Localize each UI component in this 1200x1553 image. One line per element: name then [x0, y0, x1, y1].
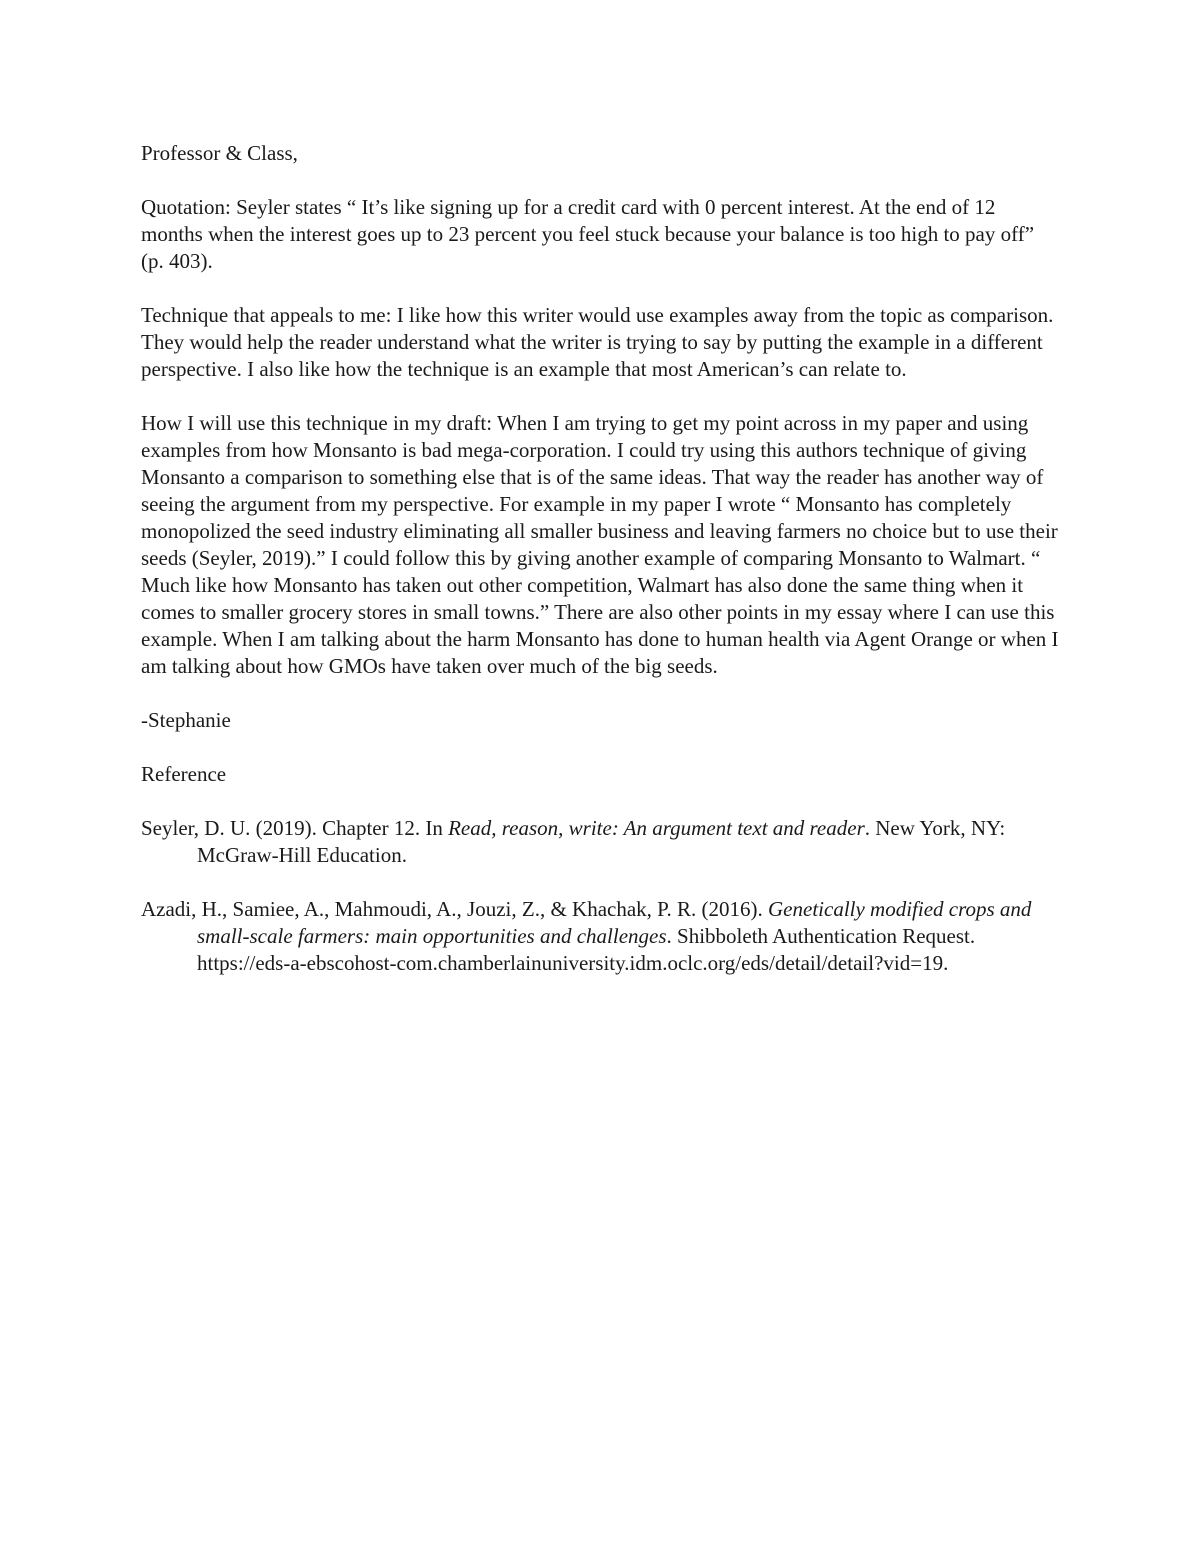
quotation-paragraph: Quotation: Seyler states “ It’s like signing up for a credit card with 0 percent interest. At the end of 12 months when the interest goes up to 23 percent you feel stuck because your balance is too high to pay off” (p. 403).: [141, 195, 1035, 273]
usage-paragraph: How I will use this technique in my draft: When I am trying to get my point across in my paper and using examples from how Monsanto is bad mega-corporation. I could try using this authors technique of giving Monsanto a comparison to something else that is of the same ideas. That way the reader has another way of seeing the argument from my perspective. For example in my paper I wrote “ Monsanto has completely monopolized the seed industry eliminating all smaller business and leaving farmers no choice but to use their seeds (Seyler, 2019).” I could follow this by giving another example of comparing Monsanto to Walmart. “ Much like how Monsanto has taken out other competition, Walmart has also done the same thing when it comes to smaller grocery stores in small towns.” There are also other points in my essay where I can use this example. When I am talking about the harm Monsanto has done to human health via Agent Orange or when I am talking about how GMOs have taken over much of the big seeds.: [141, 411, 1059, 678]
reference-text: Seyler, D. U. (2019). Chapter 12. In: [141, 816, 449, 840]
reference-heading: Reference: [141, 762, 227, 786]
document-page: [141, 140, 1061, 1004]
reference-text: . Shibboleth Authentication Request. https://eds-a-ebscohost-com.chamberlainuniversity.idm.oclc.org/eds/detail/detail?vid=19.: [197, 924, 976, 975]
reference-entry-azadi: [141, 896, 1061, 977]
salutation: Professor & Class,: [141, 141, 298, 165]
reference-title: Genetically modified crops and small-scale farmers: main opportunities and challenges: [197, 897, 1032, 948]
reference-text: . New York, NY: McGraw-Hill Education.: [197, 816, 1006, 867]
technique-paragraph: Technique that appeals to me: I like how this writer would use examples away from the topic as comparison. They would help the reader understand what the writer is trying to say by putting the example in a different perspective. I also like how the technique is an example that most American’s can relate to.: [141, 303, 1054, 381]
signature: -Stephanie: [141, 708, 231, 732]
reference-entry-seyler: [141, 815, 1061, 869]
reference-title: Read, reason, write: An argument text and reader: [448, 816, 865, 840]
reference-text: Azadi, H., Samiee, A., Mahmoudi, A., Jouzi, Z., & Khachak, P. R. (2016).: [141, 897, 769, 921]
